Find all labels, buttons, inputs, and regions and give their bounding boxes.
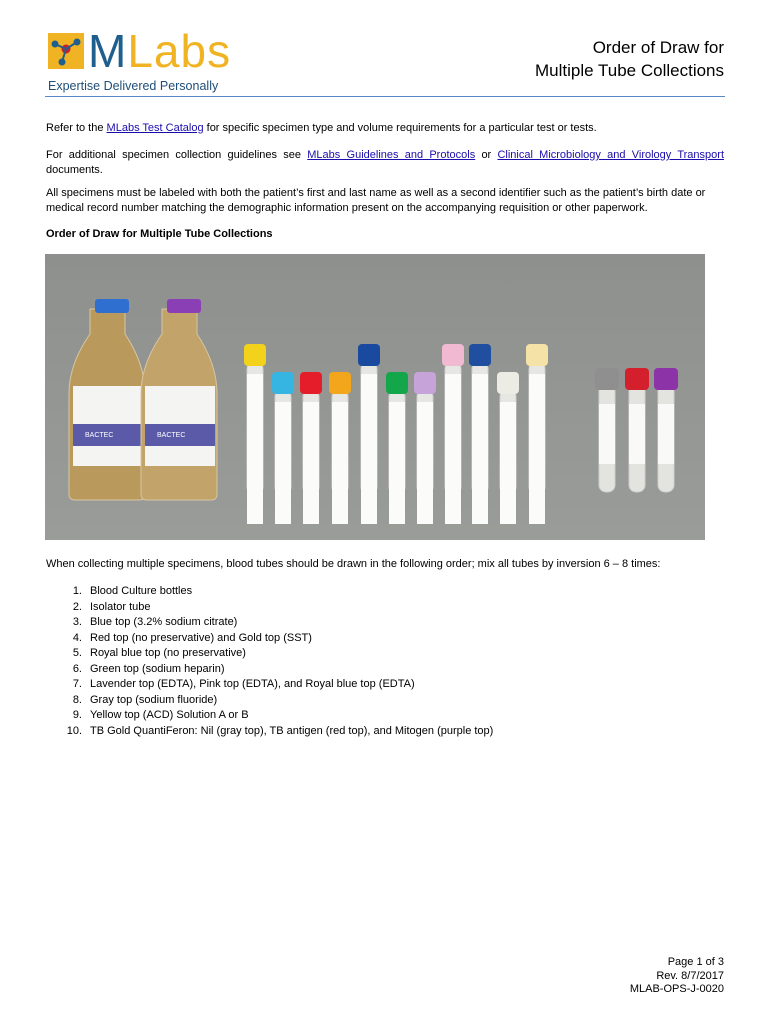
tube-cap xyxy=(654,368,678,390)
logo-tagline: Expertise Delivered Personally xyxy=(48,79,219,93)
document-id: MLAB-OPS-J-0020 xyxy=(629,983,724,995)
intro-paragraph-catalog: Refer to the MLabs Test Catalog for specific specimen type and volume requirements for a particular test or tests. xyxy=(46,122,597,134)
draw-order-text: Blood Culture bottles xyxy=(90,585,193,597)
draw-order-text: TB Gold QuantiFeron: Nil (gray top), TB antigen (red top), and Mitogen (purple top) xyxy=(90,724,494,737)
draw-order-item xyxy=(46,708,493,724)
blood-tube xyxy=(358,344,380,524)
page-number: Page 1 of 3 xyxy=(667,956,724,968)
draw-order-item xyxy=(46,662,493,678)
draw-order-text: Yellow top (ACD) Solution A or B xyxy=(90,709,249,721)
draw-order-item xyxy=(46,584,493,600)
draw-order-text: Blue top (3.2% sodium citrate) xyxy=(90,616,238,628)
page-title: Order of Draw for Multiple Tube Collections xyxy=(535,38,724,80)
tube-cap xyxy=(414,372,436,394)
blood-tube xyxy=(442,344,464,524)
draw-order-item xyxy=(46,600,493,616)
draw-order-item xyxy=(46,724,493,740)
tube-cap xyxy=(272,372,294,394)
draw-order-item xyxy=(46,677,493,693)
mlabs-logo xyxy=(46,25,246,97)
blood-tube xyxy=(526,344,548,524)
quantiferon-tube xyxy=(625,368,649,492)
draw-order-text: Green top (sodium heparin) xyxy=(90,662,225,675)
blood-tube xyxy=(497,372,519,524)
draw-order-number: 5. xyxy=(72,647,82,659)
tube-cap xyxy=(442,344,464,366)
tube-cap xyxy=(300,372,322,394)
draw-order-number: 3. xyxy=(72,616,82,628)
quantiferon-tube xyxy=(595,368,619,492)
test-catalog-link[interactable]: MLabs Test Catalog xyxy=(106,122,204,134)
draw-order-instructions: When collecting multiple specimens, blood tubes should be drawn in the following order; mix all tubes by inversion 6 – 8 times: xyxy=(46,558,661,570)
draw-order-text: Royal blue top (no preservative) xyxy=(90,647,246,659)
logo-wordmark: MLabs xyxy=(88,25,232,77)
draw-order-text: Red top (no preservative) and Gold top (SST) xyxy=(90,631,312,644)
blood-tube xyxy=(469,344,491,524)
draw-order-number: 9. xyxy=(72,709,82,721)
draw-order-number: 4. xyxy=(72,631,82,644)
draw-order-item xyxy=(46,646,493,662)
microbiology-transport-link[interactable]: Clinical Microbiology and Virology Transport xyxy=(497,149,724,161)
header-divider xyxy=(45,96,725,97)
draw-order-number: 10. xyxy=(66,724,82,737)
draw-order-number: 1. xyxy=(72,585,82,597)
draw-order-item xyxy=(46,693,493,709)
draw-order-number: 2. xyxy=(72,600,82,613)
draw-order-number: 8. xyxy=(72,693,82,706)
tube-cap xyxy=(329,372,351,394)
tube-cap xyxy=(625,368,649,390)
blood-tube xyxy=(244,344,266,524)
quantiferon-tube xyxy=(654,368,678,492)
draw-order-text: Isolator tube xyxy=(90,600,151,613)
tube-cap xyxy=(358,344,380,366)
page-footer xyxy=(630,956,724,997)
intro-paragraph-guidelines: For additional specimen collection guidelines see MLabs Guidelines and Protocols or Clinical Microbiology and Virology Transport documents. xyxy=(46,149,724,176)
draw-order-item xyxy=(46,631,493,647)
draw-order-list xyxy=(46,584,493,739)
tube-cap xyxy=(386,372,408,394)
blood-tube xyxy=(386,372,408,524)
tube-cap xyxy=(526,344,548,366)
draw-order-item xyxy=(46,615,493,631)
blood-tube xyxy=(329,372,351,524)
logo-mark-icon xyxy=(48,33,84,69)
draw-order-text: Lavender top (EDTA), Pink top (EDTA), and Royal blue top (EDTA) xyxy=(90,678,415,690)
draw-order-number: 7. xyxy=(72,678,82,690)
blood-tube xyxy=(300,372,322,524)
svg-text:BACTEC: BACTEC xyxy=(85,432,114,439)
svg-text:BACTEC: BACTEC xyxy=(157,432,186,439)
tube-photo-drawing xyxy=(45,254,705,540)
draw-order-number: 6. xyxy=(72,662,82,675)
blood-tube xyxy=(272,372,294,524)
revision-date: Rev. 8/7/2017 xyxy=(656,969,724,982)
tube-cap xyxy=(244,344,266,366)
intro-paragraph-labeling: All specimens must be labeled with both the patient’s first and last name as well as a second identifier such as the patient’s birth date or medical record number matching the demographic information present on the accompanying requisition or other paperwork. xyxy=(46,187,706,214)
tube-photo xyxy=(45,254,705,540)
guidelines-protocols-link[interactable]: MLabs Guidelines and Protocols xyxy=(307,149,476,161)
blood-tube xyxy=(414,372,436,524)
tube-cap xyxy=(469,344,491,366)
draw-order-text: Gray top (sodium fluoride) xyxy=(90,693,218,706)
tube-cap xyxy=(595,368,619,390)
section-heading: Order of Draw for Multiple Tube Collections xyxy=(46,228,273,240)
tube-cap xyxy=(497,372,519,394)
